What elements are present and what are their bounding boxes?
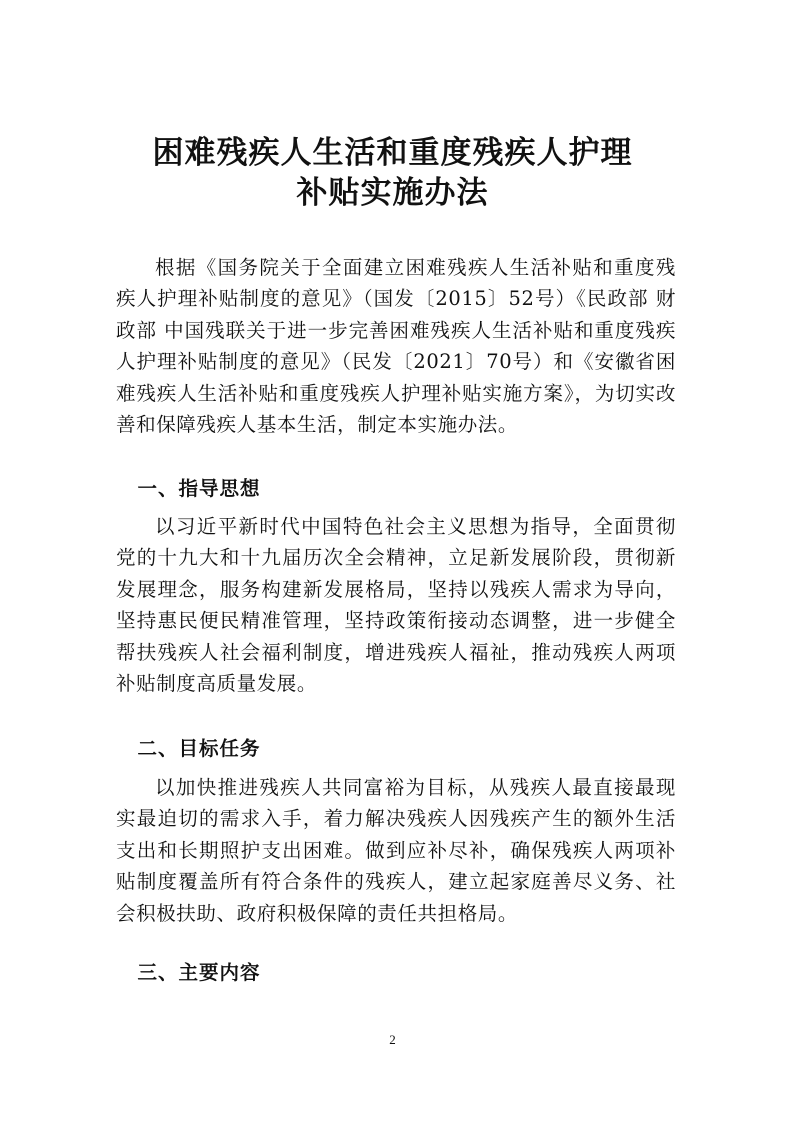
document-title-line-2: 补贴实施办法 <box>296 175 489 211</box>
section-heading-goals-tasks: 二、目标任务 <box>137 737 261 760</box>
intro-paragraph: 根据《国务院关于全面建立困难残疾人生活补贴和重度残疾人护理补贴制度的意见》（国发〔2015〕52号）《民政部 财政部 中国残联关于进一步完善困难残疾人生活补贴和重度残疾人护理补贴制度的意见》（民发〔2021〕70号）和《安徽省困难残疾人生活补贴和重度残疾人护理补贴实施方案》，为切实改善和保障残疾人基本生活，制定本实施办法。 <box>116 256 676 437</box>
section-heading-main-content: 三、主要内容 <box>137 961 261 984</box>
page-number: 2 <box>389 1032 396 1047</box>
section-body-guiding-ideology: 以习近平新时代中国特色社会主义思想为指导，全面贯彻党的十九大和十九届历次全会精神，立足新发展阶段，贯彻新发展理念，服务构建新发展格局，坚持以残疾人需求为导向，坚持惠民便民精准管理，坚持政策衔接动态调整，进一步健全帮扶残疾人社会福利制度，增进残疾人福祉，推动残疾人两项补贴制度高质量发展。 <box>116 515 676 696</box>
section-heading-guiding-ideology: 一、指导思想 <box>137 477 261 500</box>
document-title-line-1: 困难残疾人生活和重度残疾人护理 <box>152 135 633 171</box>
section-body-goals-tasks: 以加快推进残疾人共同富裕为目标，从残疾人最直接最现实最迫切的需求入手，着力解决残疾人因残疾产生的额外生活支出和长期照护支出困难。做到应补尽补，确保残疾人两项补贴制度覆盖所有符合条件的残疾人，建立起家庭善尽义务、社会积极扶助、政府积极保障的责任共担格局。 <box>116 776 676 925</box>
